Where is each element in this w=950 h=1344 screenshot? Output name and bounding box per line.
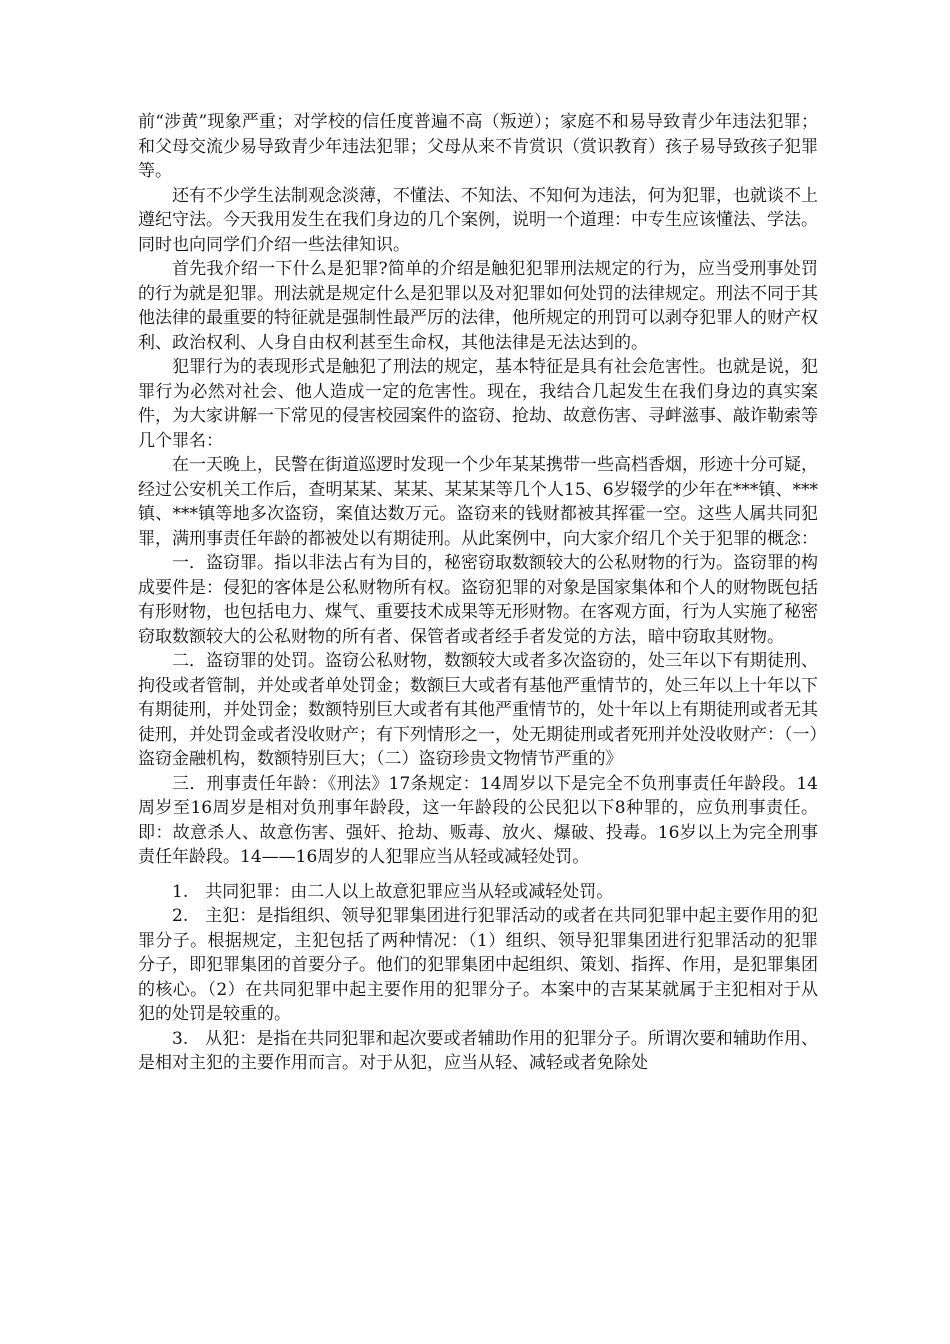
paragraph-7: 二．盗窃罪的处罚。盗窃公私财物，数额较大或者多次盗窃的，处三年以下有期徒刑、拘役或者管制，并处或者单处罚金；数额巨大或者有基他严重情节的，处三年以上十年以下有期徒刑，并处罚金；数额特别巨大或者有其他严重情节的，处十年以上有期徒刑或者无其徒刑，并处罚金或者没收财产；有下列情形之一，处无期徒刑或者死刑并处没收财产：（一）盗窃金融机构，数额特别巨大；（二）盗窃珍贵文物情节严重的》 [138,651,818,769]
paragraph-11: 3. 从犯：是指在共同犯罪和起次要或者辅助作用的犯罪分子。所谓次要和辅助作用、是相对主犯的主要作用而言。对于从犯，应当从轻、减轻或者免除处 [138,1028,818,1073]
paragraph-3: 首先我介绍一下什么是犯罪?简单的介绍是触犯犯罪刑法规定的行为，应当受刑事处罚的行为就是犯罪。刑法就是规定什么是犯罪以及对犯罪如何处罚的法律规定。刑法不同于其他法律的最重要的特征就是强制性最严厉的法律，他所规定的刑罚可以剥夺犯罪人的财产权利、政治权利、人身自由权利甚至生命权，其他法律是无法达到的。 [138,259,818,353]
paragraph-5: 在一天晚上，民警在街道巡逻时发现一个少年某某携带一些高档香烟，形迹十分可疑，经过公安机关工作后，查明某某、某某、某某某等几个人15、6岁辍学的少年在***镇、***镇、***镇等地多次盗窃，案值达数万元。盗窃来的钱财都被其挥霍一空。这些人属共同犯罪，满刑事责任年龄的都被处以有期徒刑。从此案例中，向大家介绍几个关于犯罪的概念： [138,455,818,549]
paragraph-4: 犯罪行为的表现形式是触犯了刑法的规定，基本特征是具有社会危害性。也就是说，犯罪行为必然对社会、他人造成一定的危害性。现在，我结合几起发生在我们身边的真实案件，为大家讲解一下常见的侵害校园案件的盗窃、抢劫、故意伤害、寻衅滋事、敲诈勒索等几个罪名： [138,357,818,451]
paragraph-1: 前“涉黄”现象严重；对学校的信任度普遍不高（叛逆）；家庭不和易导致青少年违法犯罪；和父母交流少易导致青少年违法犯罪；父母从来不肯赏识（赏识教育）孩子易导致孩子犯罪等。 [138,112,818,181]
paragraph-10: 2. 主犯：是指组织、领导犯罪集团进行犯罪活动的或者在共同犯罪中起主要作用的犯罪分子。根据规定，主犯包括了两种情况：（1）组织、领导犯罪集团进行犯罪活动的犯罪分子，即犯罪集团的首要分子。他们的犯罪集团中起组织、策划、指挥、作用，是犯罪集团的核心。（2）在共同犯罪中起主要作用的犯罪分子。本案中的吉某某就属于主犯相对于从犯的处罚是较重的。 [138,906,818,1024]
document-body [138,110,818,1076]
paragraph-9: 1. 共同犯罪：由二人以上故意犯罪应当从轻或减轻处罚。 [172,881,614,902]
paragraph-8: 三．刑事责任年龄：《刑法》17条规定：14周岁以下是完全不负刑事责任年龄段。14周岁至16周岁是相对负刑事年龄段，这一年龄段的公民犯以下8种罪的，应负刑事责任。即：故意杀人、故意伤害、强奸、抢劫、贩毒、放火、爆破、投毒。16岁以上为完全刑事责任年龄段。14——16周岁的人犯罪应当从轻或减轻处罚。 [138,773,818,867]
paragraph-6: 一．盗窃罪。指以非法占有为目的，秘密窃取数额较大的公私财物的行为。盗窃罪的构成要件是：侵犯的客体是公私财物所有权。盗窃犯罪的对象是国家集体和个人的财物既包括有形财物，也包括电力、煤气、重要技术成果等无形财物。在客观方面，行为人实施了秘密窃取数额较大的公私财物的所有者、保管者或者经手者发觉的方法，暗中窃取其财物。 [138,553,818,647]
paragraph-2: 还有不少学生法制观念淡薄，不懂法、不知法、不知何为违法，何为犯罪，也就谈不上遵纪守法。今天我用发生在我们身边的几个案例，说明一个道理：中专生应该懂法、学法。同时也向同学们介绍一些法律知识。 [138,185,818,255]
